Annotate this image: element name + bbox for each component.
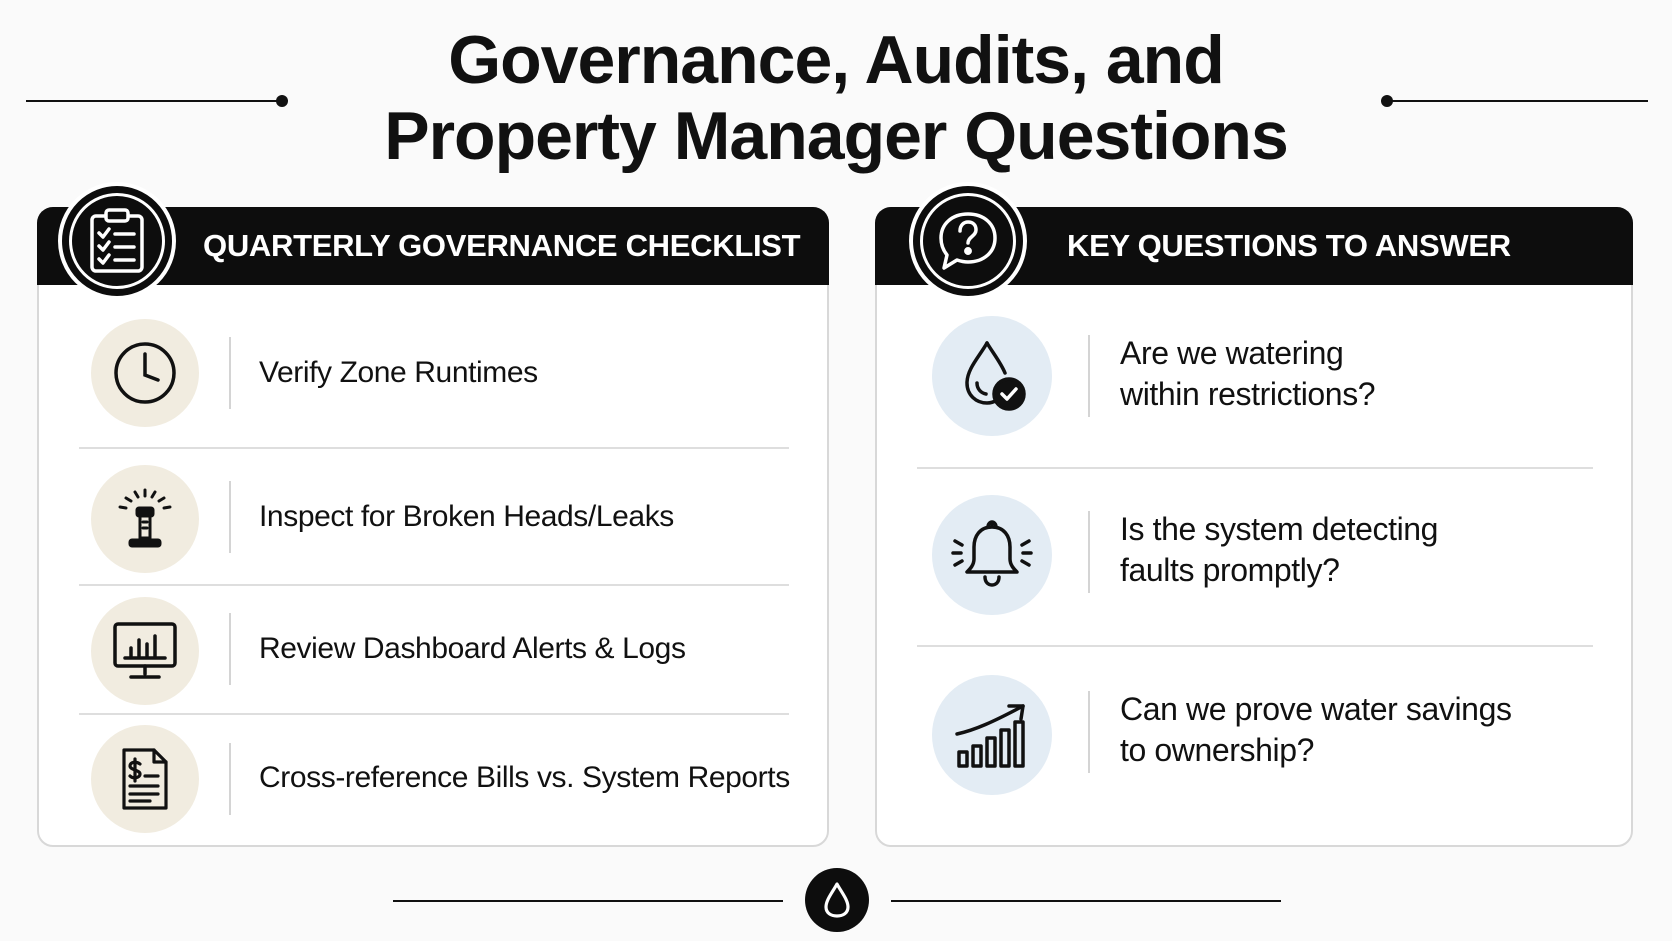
question-line: Are we watering [1120, 335, 1344, 371]
row-divider [229, 481, 231, 553]
question-line: Is the system detecting [1120, 511, 1439, 547]
row-separator [79, 447, 789, 449]
row-separator [917, 645, 1593, 647]
page-title [0, 22, 1672, 174]
question-line: faults promptly? [1120, 552, 1340, 588]
row-separator [79, 713, 789, 715]
bill-document-icon [91, 725, 199, 833]
row-divider [229, 613, 231, 685]
growth-chart-icon [932, 675, 1052, 795]
row-divider [1088, 691, 1090, 773]
question-line: within restrictions? [1120, 376, 1376, 412]
title-right-line [1388, 100, 1648, 102]
question-text [1120, 689, 1512, 771]
question-bubble-icon [909, 182, 1027, 300]
alarm-bell-icon [932, 495, 1052, 615]
question-line: to ownership? [1120, 732, 1315, 768]
checklist-item-label: Verify Zone Runtimes [259, 356, 538, 389]
row-divider [229, 743, 231, 815]
clipboard-checklist-icon [58, 182, 176, 300]
checklist-item-label: Review Dashboard Alerts & Logs [259, 632, 686, 665]
question-text [1120, 509, 1438, 591]
title-line-1: Governance, Audits, and [448, 22, 1224, 98]
question-text [1120, 333, 1375, 415]
checklist-header-title: QUARTERLY GOVERNANCE CHECKLIST [203, 228, 801, 263]
checklist-item-label: Inspect for Broken Heads/Leaks [259, 500, 674, 533]
title-line-2: Property Manager Questions [384, 98, 1288, 174]
row-divider [1088, 335, 1090, 417]
row-separator [917, 467, 1593, 469]
governance-checklist-card [37, 207, 829, 847]
clock-icon [91, 319, 199, 427]
key-questions-card [875, 207, 1633, 847]
water-drop-icon [805, 868, 869, 932]
footer-right-line [891, 900, 1281, 902]
question-line: Can we prove water savings [1120, 691, 1512, 727]
monitor-chart-icon [91, 597, 199, 705]
checklist-item-label: Cross-reference Bills vs. System Reports [259, 761, 790, 794]
row-separator [79, 584, 789, 586]
row-divider [229, 337, 231, 409]
water-drop-check-icon [932, 316, 1052, 436]
sprinkler-head-icon [91, 465, 199, 573]
row-divider [1088, 511, 1090, 593]
footer-left-line [393, 900, 783, 902]
questions-header-title: KEY QUESTIONS TO ANSWER [1067, 228, 1511, 263]
